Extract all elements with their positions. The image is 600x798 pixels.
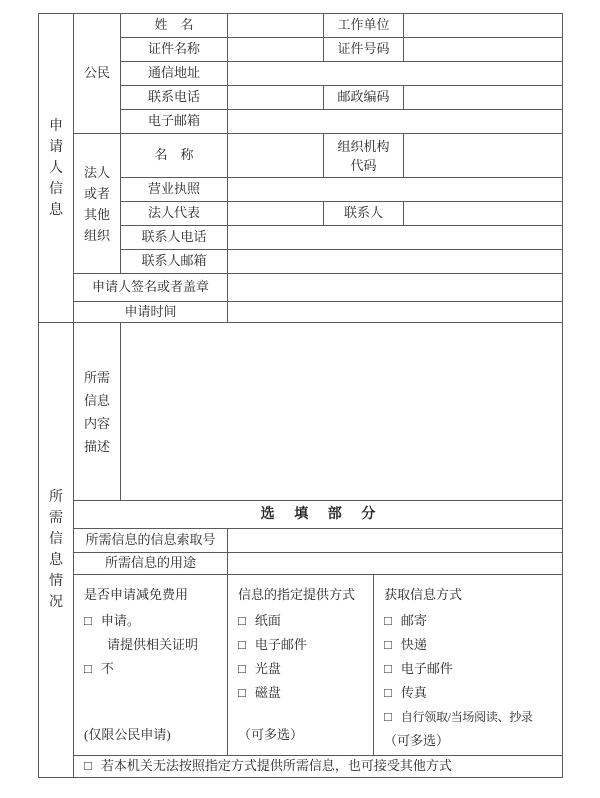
request-section-label-cell — [38, 322, 73, 777]
checkbox-icon: □ — [384, 661, 392, 676]
fee-waiver-option-apply-label: 申请。 — [100, 613, 140, 628]
checkbox-icon: □ — [238, 613, 246, 628]
org-group-label: 法人或者其他组织 — [83, 164, 110, 243]
checkbox-icon: □ — [384, 637, 392, 652]
applicant-section-label: 申请人信息 — [49, 118, 63, 218]
obtain-option-express-label: 快递 — [400, 637, 427, 652]
email-label: 电子邮箱 — [120, 109, 227, 133]
checkbox-icon: □ — [384, 685, 392, 700]
obtain-option-email-label: 电子邮件 — [400, 661, 453, 676]
organization-block — [73, 133, 562, 273]
obtain-option-mail — [384, 609, 552, 633]
work-unit-label: 工作单位 — [323, 13, 403, 37]
signature-label: 申请人签名或者盖章 — [73, 273, 227, 301]
purpose-value-cell — [227, 552, 562, 574]
address-label: 通信地址 — [120, 61, 227, 85]
fallback-option-row — [73, 755, 562, 777]
business-license-value-cell — [227, 177, 562, 201]
provide-option-paper — [238, 609, 363, 633]
optional-section-header: 选填部分 — [260, 506, 395, 522]
id-name-value-cell — [227, 37, 323, 61]
apply-date-value-cell — [227, 301, 562, 322]
contact-phone-value-cell — [227, 225, 562, 249]
fee-waiver-title: 是否申请减免费用 — [84, 587, 189, 602]
phone-label: 联系电话 — [120, 85, 227, 109]
obtain-option-self-label: 自行领取/当场阅读、抄录 — [400, 710, 533, 724]
business-license-label: 营业执照 — [120, 177, 227, 201]
index-number-label: 所需信息的信息索取号 — [73, 528, 227, 552]
id-number-label: 证件号码 — [323, 37, 403, 61]
legal-rep-label: 法人代表 — [120, 201, 227, 225]
provide-option-cd — [238, 657, 363, 681]
contact-email-label: 联系人邮箱 — [120, 249, 227, 273]
fee-waiver-cell — [73, 574, 227, 755]
provide-method-title: 信息的指定提供方式 — [238, 587, 356, 602]
contact-person-value-cell — [403, 201, 562, 225]
index-number-value-cell — [227, 528, 562, 552]
fee-waiver-proof-note: 请提供相关证明 — [107, 637, 199, 652]
citizen-block — [73, 13, 562, 133]
provide-option-email-label: 电子邮件 — [254, 637, 307, 652]
phone-value-cell — [227, 85, 323, 109]
fee-waiver-option-no — [84, 657, 217, 681]
provide-option-cd-label: 光盘 — [254, 661, 281, 676]
checkbox-icon: □ — [238, 637, 246, 652]
obtain-option-express — [384, 633, 552, 657]
work-unit-value-cell — [403, 13, 562, 37]
fee-waiver-note: (仅限公民申请) — [84, 727, 171, 742]
obtain-option-fax — [384, 681, 552, 705]
org-name-label: 名 称 — [120, 133, 227, 177]
name-label: 姓 名 — [120, 13, 227, 37]
provide-method-cell — [227, 574, 373, 755]
id-name-label: 证件名称 — [120, 37, 227, 61]
fee-waiver-option-no-label: 不 — [100, 661, 114, 676]
citizen-group-cell — [73, 13, 120, 133]
request-section-label: 所需信息情况 — [49, 490, 63, 610]
application-form-table — [38, 13, 563, 778]
postal-code-value-cell — [403, 85, 562, 109]
checkbox-icon: □ — [238, 661, 246, 676]
contact-person-label: 联系人 — [323, 201, 403, 225]
apply-date-label: 申请时间 — [73, 301, 227, 322]
fallback-option-label: 若本机关无法按照指定方式提供所需信息，也可接受其他方式 — [100, 758, 452, 774]
email-value-cell — [227, 109, 562, 133]
description-value-cell — [120, 322, 562, 500]
id-number-value-cell — [403, 37, 562, 61]
checkbox-icon: □ — [238, 685, 246, 700]
org-code-label-cell — [323, 133, 403, 177]
description-label-cell — [73, 322, 120, 500]
obtain-option-self — [384, 705, 552, 729]
org-code-value-cell — [403, 133, 562, 177]
provide-option-disk-label: 磁盘 — [254, 685, 281, 700]
fee-waiver-option-apply — [84, 609, 217, 633]
legal-rep-value-cell — [227, 201, 323, 225]
obtain-option-fax-label: 传真 — [400, 685, 427, 700]
checkbox-icon: □ — [384, 709, 392, 724]
provide-option-paper-label: 纸面 — [254, 613, 281, 628]
applicant-section-label-cell — [38, 13, 73, 322]
request-section — [38, 322, 562, 777]
contact-email-value-cell — [227, 249, 562, 273]
obtain-method-cell — [373, 574, 562, 755]
checkbox-icon: □ — [384, 613, 392, 628]
provide-method-note: （可多选） — [238, 727, 304, 742]
citizen-group-label: 公民 — [83, 65, 110, 81]
provide-option-disk — [238, 681, 363, 705]
contact-phone-label: 联系人电话 — [120, 225, 227, 249]
obtain-method-title: 获取信息方式 — [384, 587, 463, 602]
org-code-label: 组织机构代码 — [337, 138, 390, 173]
name-value-cell — [227, 13, 323, 37]
checkbox-icon: □ — [84, 613, 92, 628]
optional-section-header-cell — [73, 500, 562, 528]
obtain-option-email — [384, 657, 552, 681]
org-name-value-cell — [227, 133, 323, 177]
postal-code-label: 邮政编码 — [323, 85, 403, 109]
applicant-section — [38, 13, 562, 322]
checkbox-icon: □ — [84, 661, 92, 676]
provide-option-email — [238, 633, 363, 657]
obtain-method-note: （可多选） — [384, 733, 450, 748]
purpose-label: 所需信息的用途 — [73, 552, 227, 574]
description-label: 所需信息内容描述 — [83, 369, 110, 454]
obtain-option-mail-label: 邮寄 — [400, 613, 427, 628]
org-group-cell — [73, 133, 120, 273]
address-value-cell — [227, 61, 562, 85]
checkbox-icon: □ — [84, 758, 92, 774]
signature-value-cell — [227, 273, 562, 301]
